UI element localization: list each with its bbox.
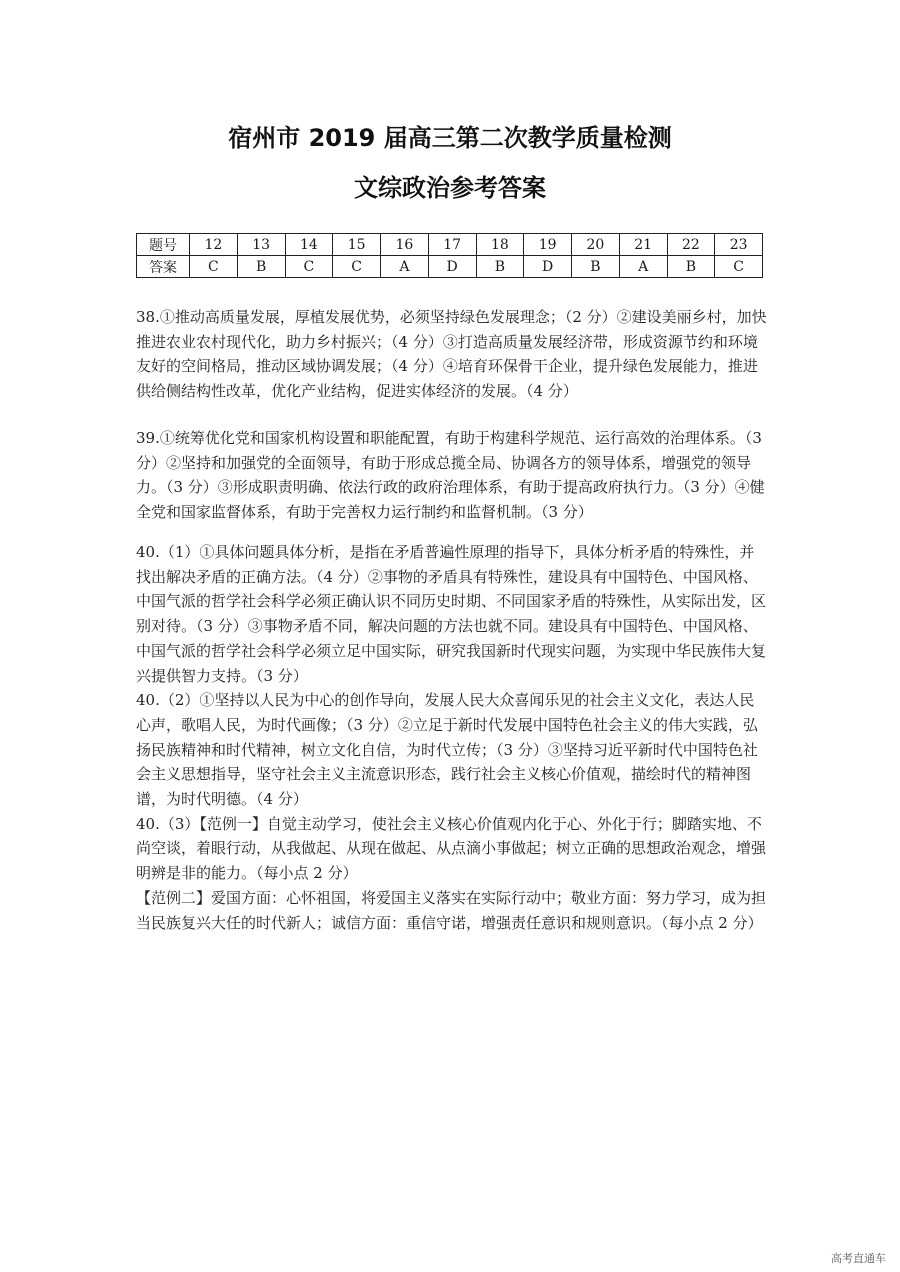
answer-cell: D bbox=[428, 256, 476, 278]
question-38-text: 38.①推动高质量发展，厚植发展优势，必须坚持绿色发展理念；（2 分）②建设美丽乡村，加快推进农业农村现代化，助力乡村振兴；（4 分）③打造高质量发展经济带，形成资源节约和环境友好的空间格局，推动区域协调发展；（4 分）④培育环保骨干企业，提升绿色发展能力，推进供给侧结构性改革，优化产业结构，促进实体经济的发展。（4 分） bbox=[136, 308, 767, 401]
question-number-cell: 23 bbox=[715, 234, 763, 256]
answer-cell: C bbox=[715, 256, 763, 278]
question-40-part-1: 40.（1）①具体问题具体分析，是指在矛盾普遍性原理的指导下，具体分析矛盾的特殊性，并找出解决矛盾的正确方法。（4 分）②事物的矛盾具有特殊性，建设具有中国特色、中国风格、中国气派的哲学社会科学必须正确认识不同历史时期、不同国家矛盾的特殊性，从实际出发，区别对待。（3 分）③事物矛盾不同，解决问题的方法也就不同。建设具有中国特色、中国风格、中国气派的哲学社会科学必须立足中国实际，研究我国新时代现实问题，为实现中华民族伟大复兴提供智力支持。（3 分） bbox=[136, 543, 767, 685]
document-subtitle: 文综政治参考答案 bbox=[354, 174, 546, 202]
answer-cell: A bbox=[381, 256, 429, 278]
question-40-example-2: 【范例二】爱国方面：心怀祖国，将爱国主义落实在实际行动中；敬业方面：努力学习，成为担当民族复兴大任的时代新人；诚信方面：重信守诺，增强责任意识和规则意识。（每小点 2 分） bbox=[136, 888, 767, 932]
question-39-answer bbox=[136, 426, 768, 525]
question-number-cell: 22 bbox=[667, 234, 715, 256]
question-number-cell: 17 bbox=[428, 234, 476, 256]
question-number-row bbox=[137, 234, 763, 256]
answer-cell: B bbox=[667, 256, 715, 278]
answer-cell: D bbox=[524, 256, 572, 278]
question-number-cell: 18 bbox=[476, 234, 524, 256]
answer-cell: B bbox=[237, 256, 285, 278]
question-number-header: 题号 bbox=[137, 234, 190, 256]
answer-cell: A bbox=[619, 256, 667, 278]
answer-cell: C bbox=[190, 256, 238, 278]
question-38-answer bbox=[136, 305, 768, 404]
footer-stamp: 高考直通车 bbox=[831, 1252, 886, 1265]
question-number-cell: 21 bbox=[619, 234, 667, 256]
question-40-part-2: 40.（2）①坚持以人民为中心的创作导向，发展人民大众喜闻乐见的社会主义文化，表达人民心声，歌唱人民，为时代画像；（3 分）②立足于新时代发展中国特色社会主义的伟大实践，弘扬民族精神和时代精神，树立文化自信，为时代立传；（3 分）③坚持习近平新时代中国特色社会主义思想指导，坚守社会主义主流意识形态，践行社会主义核心价值观，描绘时代的精神图谱，为时代明德。（4 分） bbox=[136, 691, 758, 809]
answer-cell: B bbox=[476, 256, 524, 278]
question-number-cell: 12 bbox=[190, 234, 238, 256]
answer-cell: B bbox=[572, 256, 620, 278]
question-40-part-3: 40.（3）【范例一】自觉主动学习，使社会主义核心价值观内化于心、外化于行；脚踏实地、不尚空谈，着眼行动，从我做起、从现在做起、从点滴小事做起；树立正确的思想政治观念，增强明辨是非的能力。（每小点 2 分） bbox=[136, 814, 767, 883]
answer-cell: C bbox=[285, 256, 333, 278]
question-39-text: 39.①统筹优化党和国家机构设置和职能配置，有助于构建科学规范、运行高效的治理体系。（3 分）②坚持和加强党的全面领导，有助于形成总揽全局、协调各方的领导体系，增强党的领导力。（3 分）③形成职责明确、依法行政的政府治理体系，有助于提高政府执行力。（3 分）④健全党和国家监督体系，有助于完善权力运行制约和监督机制。（3 分） bbox=[136, 429, 765, 522]
question-40-answer bbox=[136, 540, 768, 935]
question-number-cell: 20 bbox=[572, 234, 620, 256]
answer-table bbox=[136, 233, 763, 278]
answer-cell: C bbox=[333, 256, 381, 278]
answer-row bbox=[137, 256, 763, 278]
document-title: 宿州市 2019 届高三第二次教学质量检测 bbox=[228, 124, 672, 152]
question-number-cell: 16 bbox=[381, 234, 429, 256]
question-number-cell: 14 bbox=[285, 234, 333, 256]
answer-header: 答案 bbox=[137, 256, 190, 278]
question-number-cell: 13 bbox=[237, 234, 285, 256]
question-number-cell: 15 bbox=[333, 234, 381, 256]
question-number-cell: 19 bbox=[524, 234, 572, 256]
